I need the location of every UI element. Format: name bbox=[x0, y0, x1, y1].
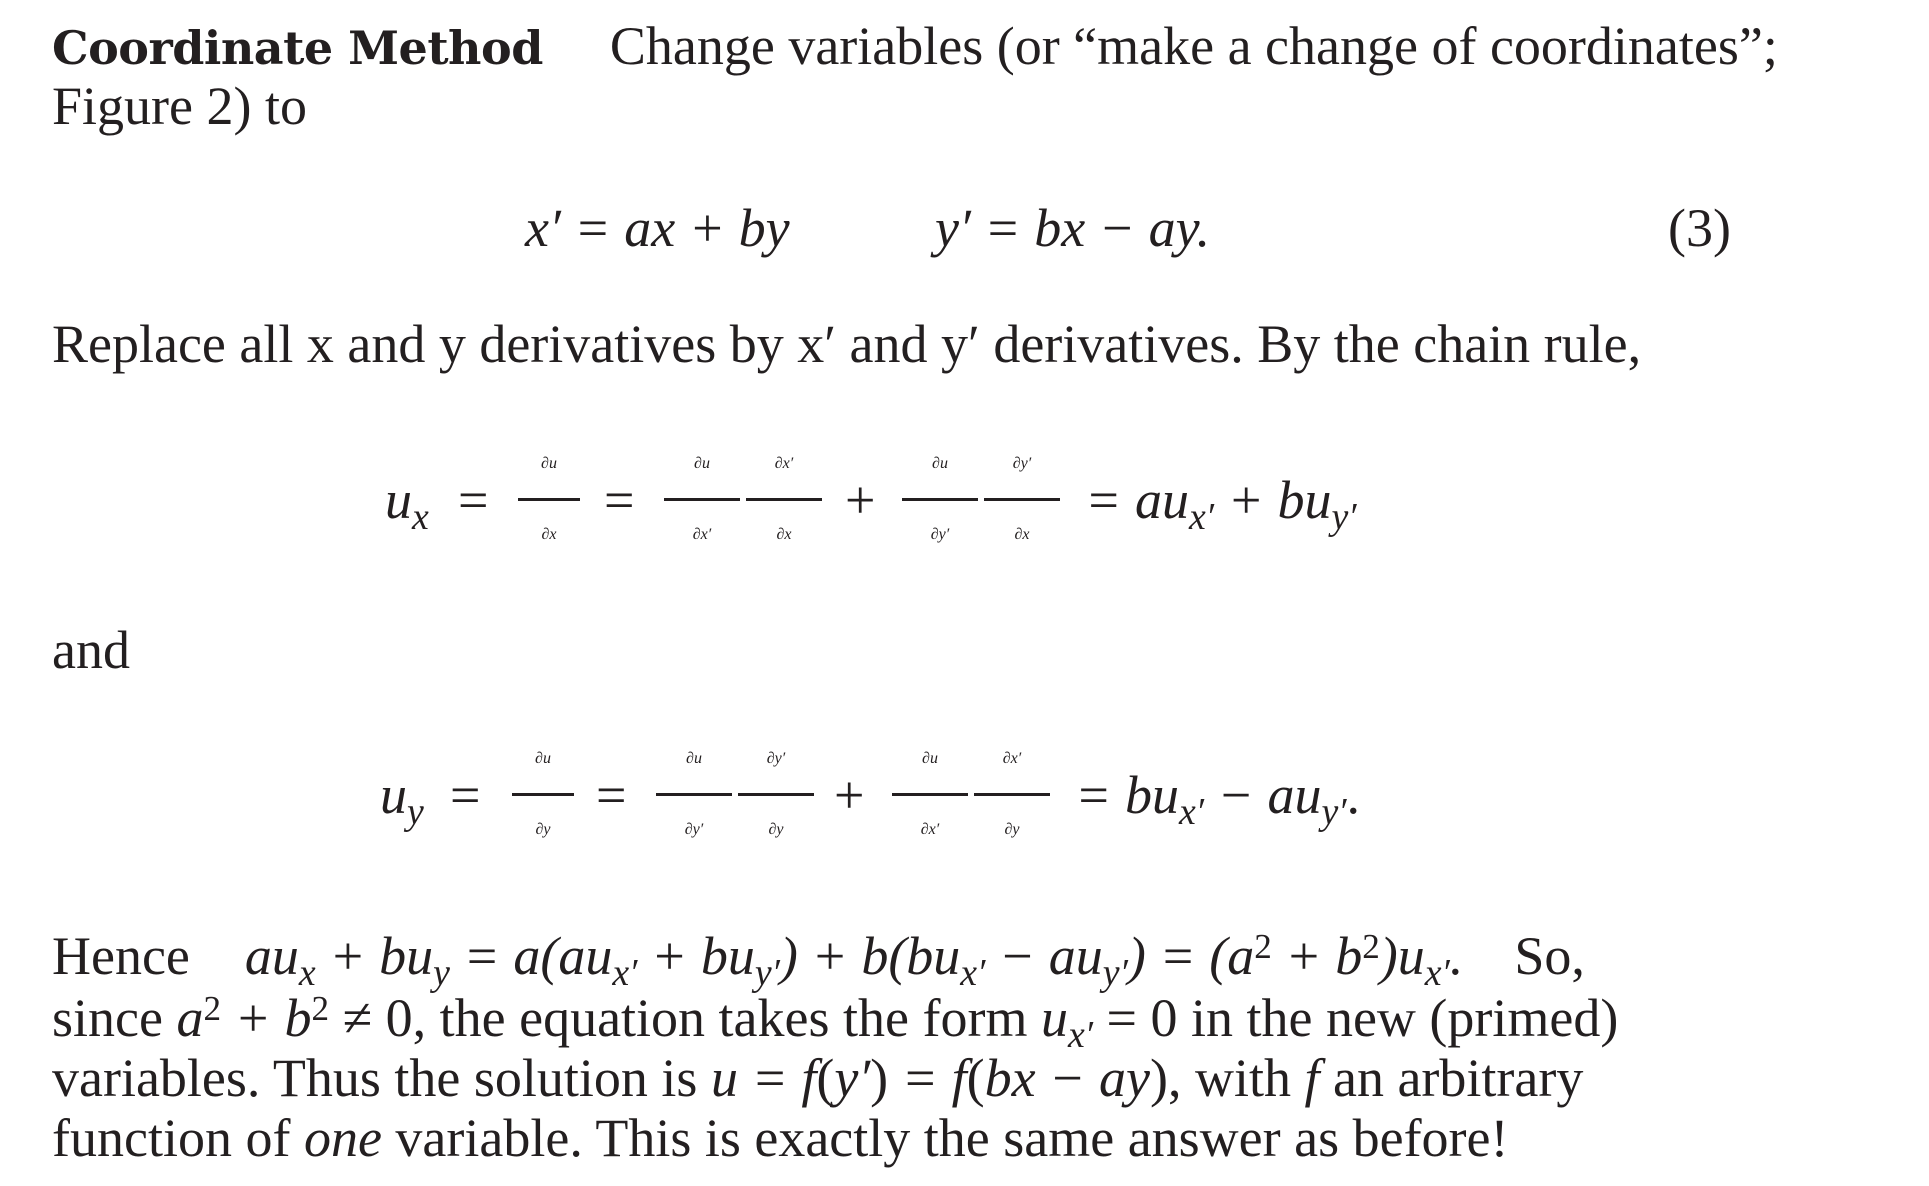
intro-line-2: Figure 2) to bbox=[52, 76, 307, 136]
uy-fraction-dxp-dy: ∂x′ ∂y bbox=[974, 729, 1050, 860]
uy-fraction-du-dy: ∂u ∂y bbox=[512, 729, 574, 860]
uy-fraction-dyp-dy: ∂y′ ∂y bbox=[738, 729, 814, 860]
uy-plus: + bbox=[834, 765, 865, 825]
ux-fraction-dxp-dx: ∂x′ ∂x bbox=[746, 434, 822, 565]
paragraph-hence-line-1: Hence $au_x + bu_y = a(au_{x'} + bu_{y'}) + b(bu_{x'} - au_{y'}) = (a^2 + b^2)u_{x'}$. So, bbox=[52, 926, 1585, 995]
ux-fraction-dyp-dx: ∂y′ ∂x bbox=[984, 434, 1060, 565]
paragraph-hence-line-3: variables. Thus the solution is u = f(y′) = f(bx − ay), with f an arbitrary bbox=[52, 1048, 1584, 1108]
solution-equation: u = f(y′) = f(bx − ay) bbox=[710, 1048, 1168, 1108]
connector-and: and bbox=[52, 620, 130, 680]
ux-fraction-du-dxp: ∂u ∂x′ bbox=[664, 434, 740, 565]
paragraph-intro bbox=[52, 16, 1778, 78]
section-heading: Coordinate Method bbox=[52, 21, 543, 75]
intro-line-1: Change variables (or “make a change of coordinates”; bbox=[609, 16, 1778, 76]
uy-fraction-du-dyp: ∂u ∂y′ bbox=[656, 729, 732, 860]
ux-fraction-du-dyp: ∂u ∂y′ bbox=[902, 434, 978, 565]
ux-fraction-du-dx: ∂u ∂x bbox=[518, 434, 580, 565]
equation-3-right: y′ = bx − ay. bbox=[935, 198, 1211, 258]
emphasis-one: one bbox=[303, 1108, 382, 1168]
uy-equals-1: = bbox=[450, 765, 481, 825]
nonzero-condition: $a^2 + b^2 \ne 0$ bbox=[176, 988, 413, 1048]
equation-3-number: (3) bbox=[1668, 198, 1731, 258]
paragraph-chain-rule: Replace all x and y derivatives by x′ and y′ derivatives. By the chain rule, bbox=[52, 314, 1642, 374]
uy-rhs: = $bu_{x'} - au_{y'}$. bbox=[1075, 765, 1360, 834]
ux-equals-1: = bbox=[458, 470, 489, 530]
ux-equals-2: = bbox=[604, 470, 635, 530]
uy-fraction-du-dxp: ∂u ∂x′ bbox=[892, 729, 968, 860]
equation-3-left: x′ = ax + by bbox=[525, 198, 790, 258]
ux-lhs: $u_x$ bbox=[385, 470, 429, 539]
uy-lhs: $u_y$ bbox=[380, 765, 424, 834]
ux-rhs: = $au_{x'} + bu_{y'}$ bbox=[1085, 470, 1357, 539]
uy-equals-2: = bbox=[596, 765, 627, 825]
primed-equation: $u_{x'} = 0$ bbox=[1040, 988, 1178, 1057]
hence-equation: $au_x + bu_y = a(au_{x'} + bu_{y'}) + b(bu_{x'} - au_{y'}) = (a^2 + b^2)u_{x'}$. bbox=[244, 926, 1464, 995]
paragraph-hence-line-2: since $a^2 + b^2 \ne 0$, the equation takes the form $u_{x'} = 0$ in the new (primed) bbox=[52, 988, 1619, 1057]
ux-plus: + bbox=[845, 470, 876, 530]
paragraph-hence-line-4: function of one variable. This is exactly the same answer as before! bbox=[52, 1108, 1509, 1168]
